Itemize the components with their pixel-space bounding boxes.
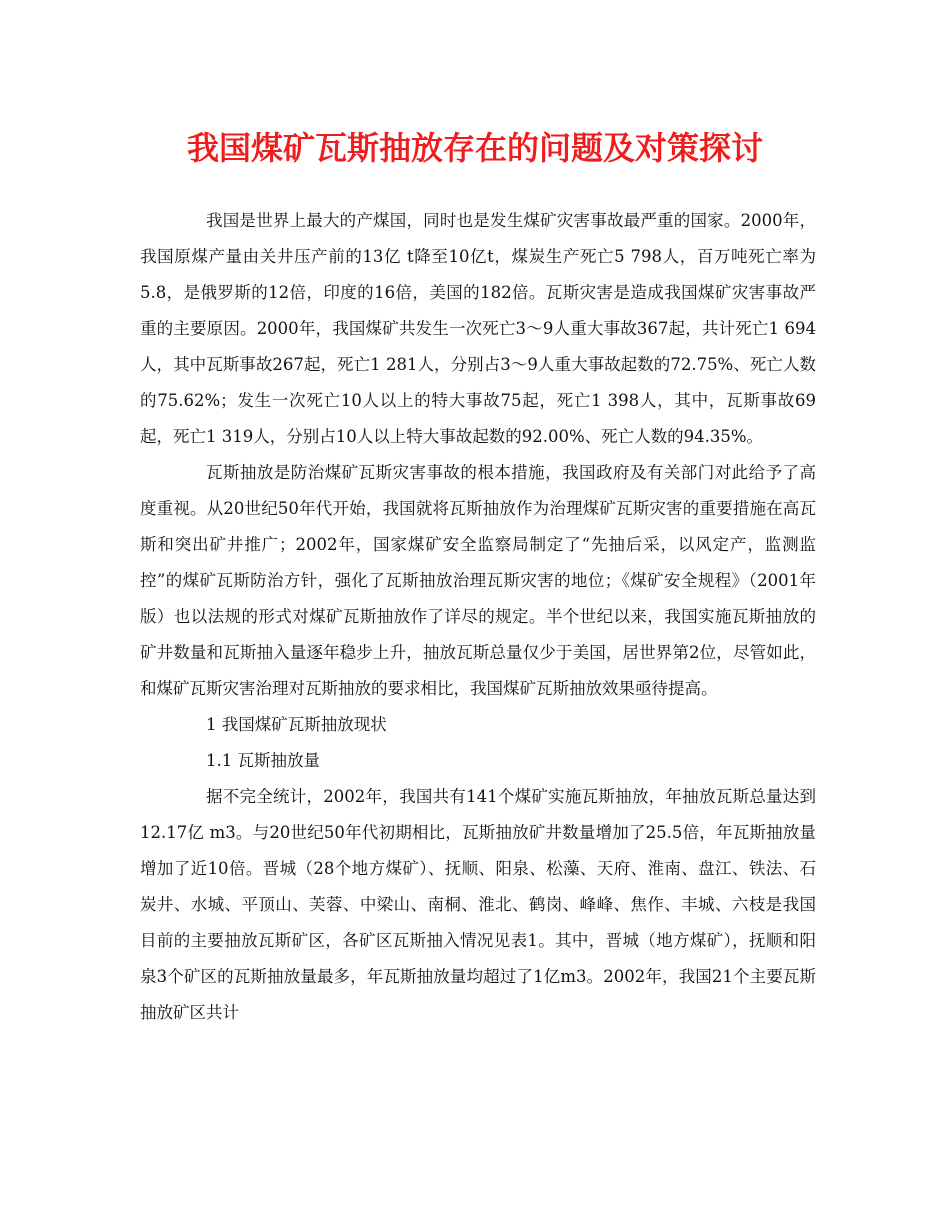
section-heading: 1 我国煤矿瓦斯抽放现状 xyxy=(206,715,387,734)
document-title: 我国煤矿瓦斯抽放存在的问题及对策探讨 xyxy=(186,129,763,167)
paragraph-intro: 我国是世界上最大的产煤国，同时也是发生煤矿灾害事故最严重的国家。2000年，我国原煤产量由关井压产前的13亿 t降至10亿t，煤炭生产死亡5 798人，百万吨死亡率为5.8，是俄罗斯的12倍，印度的16倍，美国的182倍。瓦斯灾害是造成我国煤矿灾害事故严重的主要原因。2000年，我国煤矿共发生一次死亡3～9人重大事故367起，共计死亡1 694人，其中瓦斯事故267起，死亡1 281人，分别占3～9人重大事故起数的72.75%、死亡人数的75.62%；发生一次死亡10人以上的特大事故75起，死亡1 398人，其中，瓦斯事故69起，死亡1 319人，分别占10人以上特大事故起数的92.00%、死亡人数的94.35%。 xyxy=(140,211,816,446)
paragraph-drainage-volume: 据不完全统计，2002年，我国共有141个煤矿实施瓦斯抽放，年抽放瓦斯总量达到12.17亿 m3。与20世纪50年代初期相比，瓦斯抽放矿井数量增加了25.5倍，年瓦斯抽放量增加了近10倍。晋城（28个地方煤矿）、抚顺、阳泉、松藻、天府、淮南、盘江、铁法、石炭井、水城、平顶山、芙蓉、中梁山、南桐、淮北、鹤岗、峰峰、焦作、丰城、六枝是我国目前的主要抽放瓦斯矿区，各矿区瓦斯抽入情况见表1。其中，晋城（地方煤矿），抚顺和阳泉3个矿区的瓦斯抽放量最多，年瓦斯抽放量均超过了1亿m3。2002年，我国21个主要瓦斯抽放矿区共计 xyxy=(140,787,816,1022)
document-body xyxy=(140,203,816,1031)
subsection-heading: 1.1 瓦斯抽放量 xyxy=(206,751,320,770)
paragraph-gas-drainage: 瓦斯抽放是防治煤矿瓦斯灾害事故的根本措施，我国政府及有关部门对此给予了高度重视。从20世纪50年代开始，我国就将瓦斯抽放作为治理煤矿瓦斯灾害的重要措施在高瓦斯和突出矿井推广；2002年，国家煤矿安全监察局制定了“先抽后采，以风定产，监测监控”的煤矿瓦斯防治方针，强化了瓦斯抽放治理瓦斯灾害的地位；《煤矿安全规程》（2001年版）也以法规的形式对煤矿瓦斯抽放作了详尽的规定。半个世纪以来，我国实施瓦斯抽放的矿井数量和瓦斯抽入量逐年稳步上升，抽放瓦斯总量仅少于美国，居世界第2位，尽管如此，和煤矿瓦斯灾害治理对瓦斯抽放的要求相比，我国煤矿瓦斯抽放效果亟待提高。 xyxy=(140,463,816,698)
